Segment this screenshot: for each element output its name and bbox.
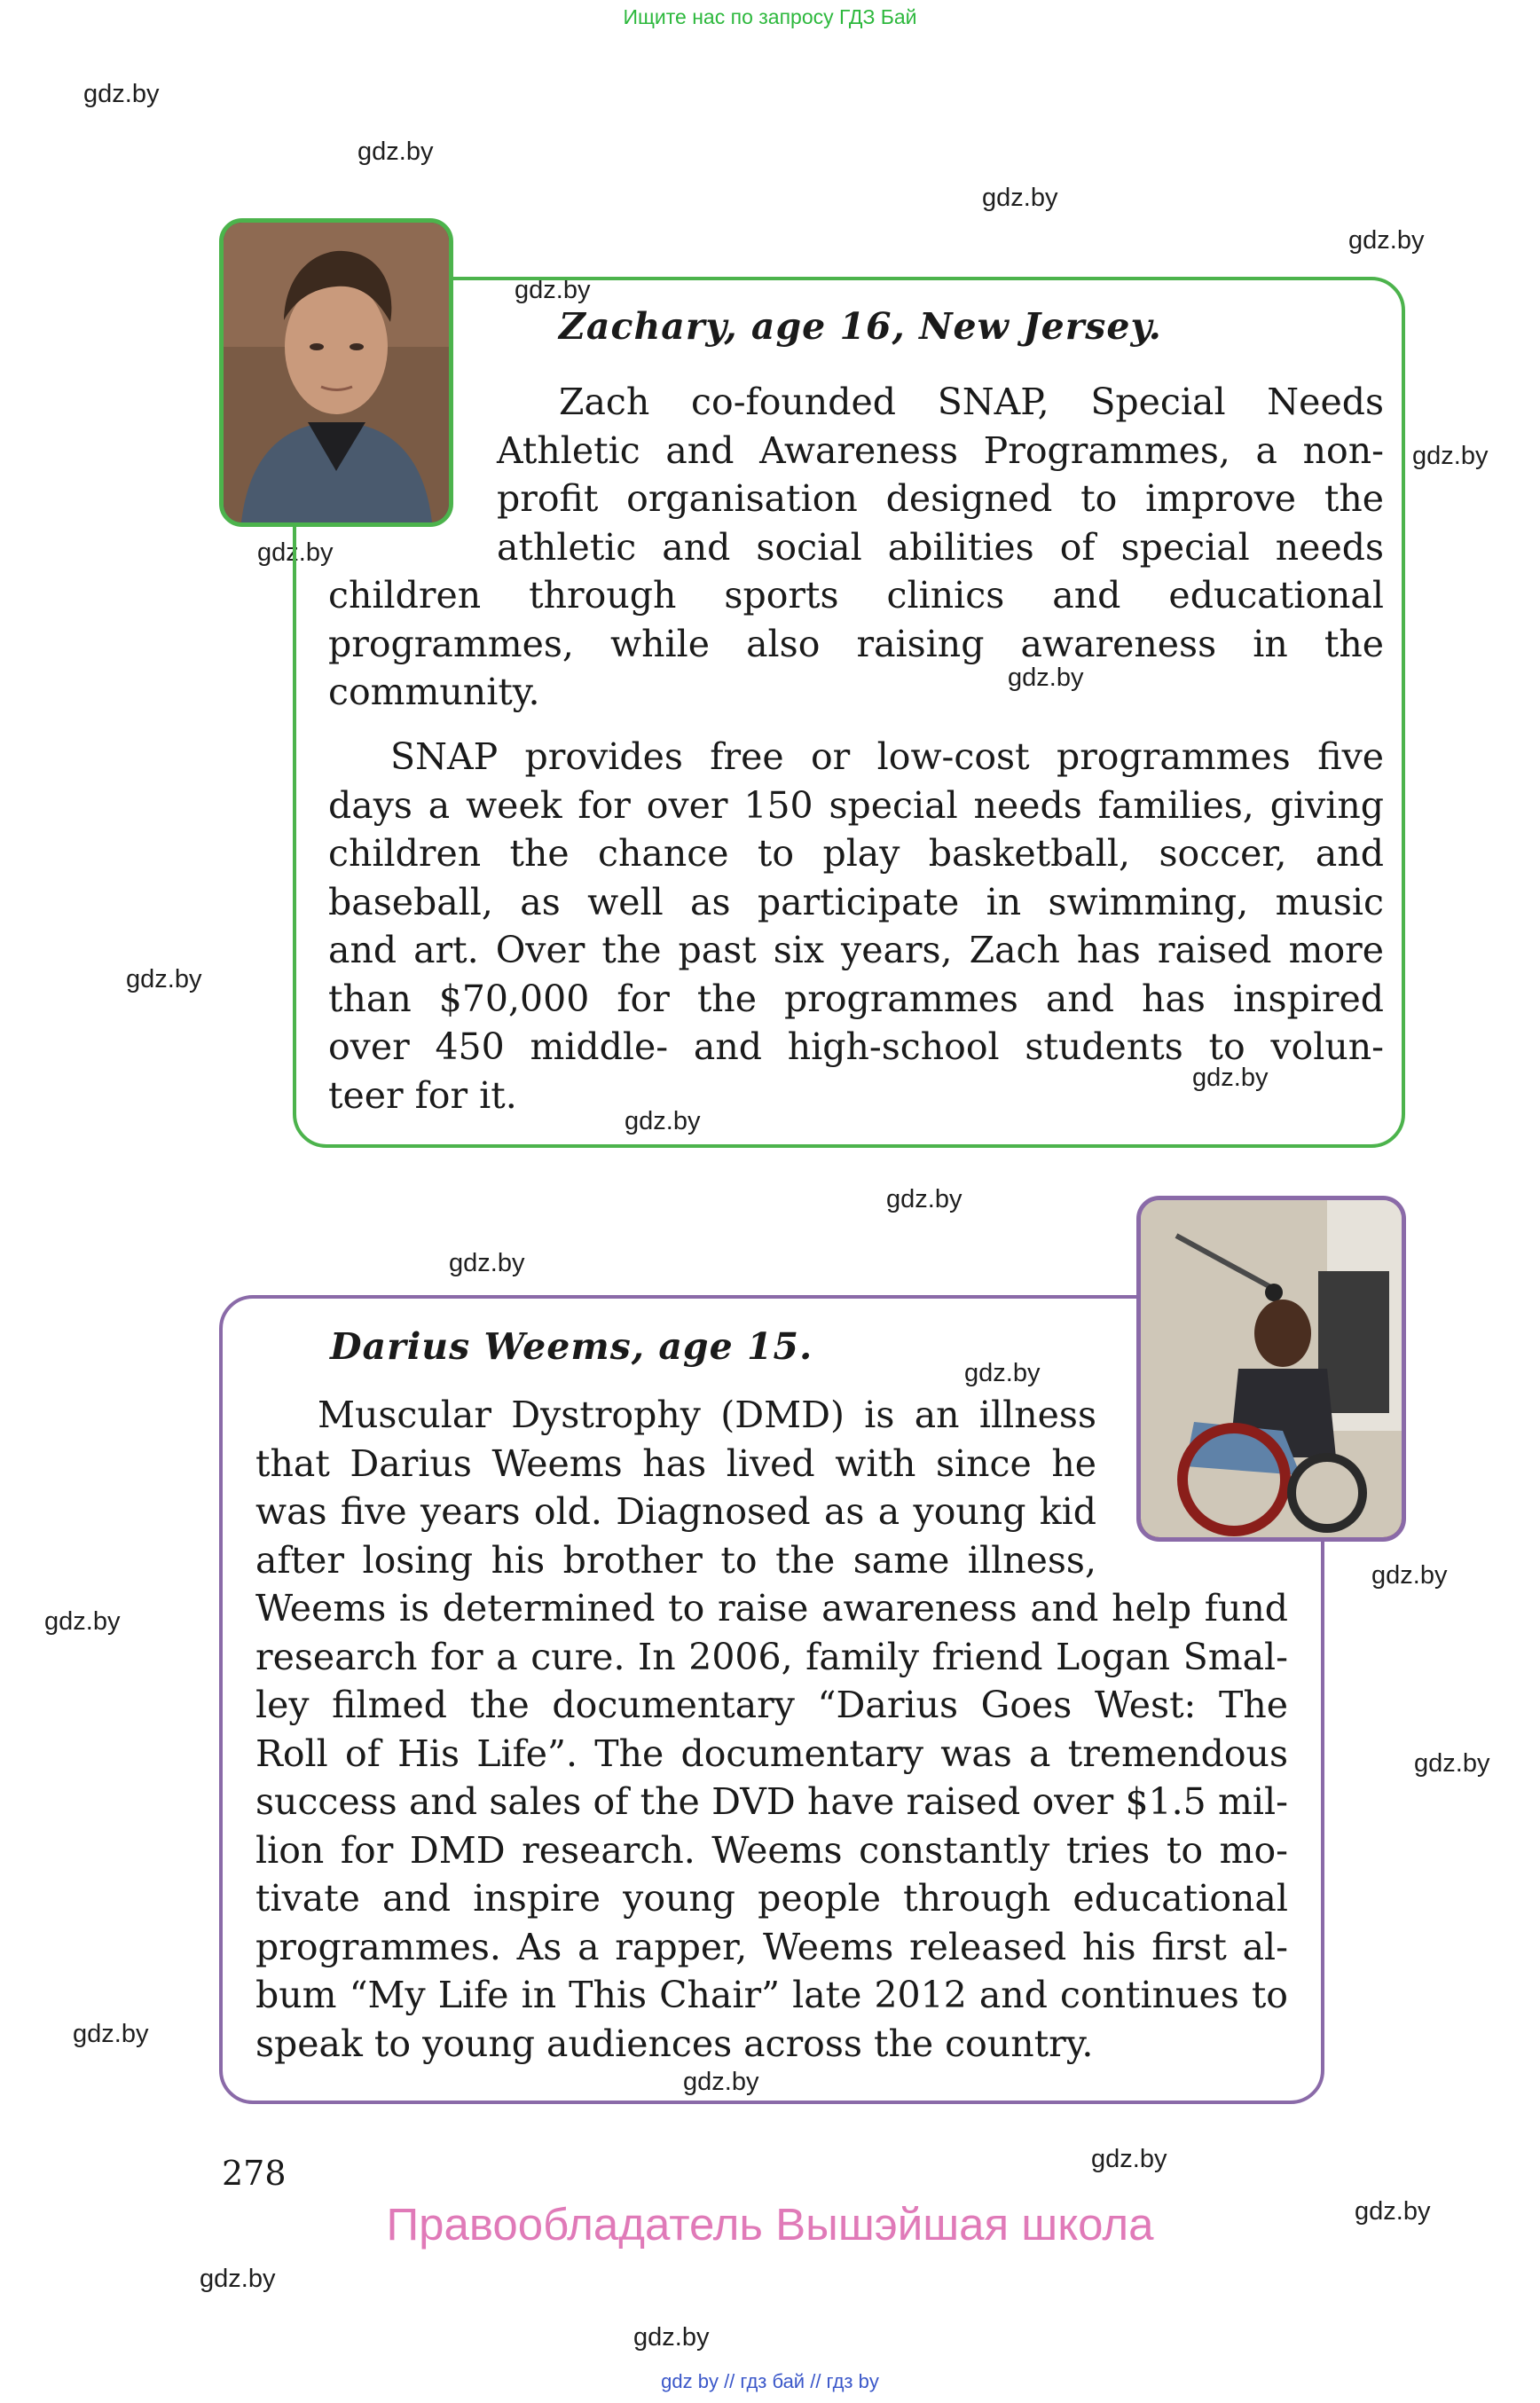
watermark: gdz.by [83, 80, 160, 108]
watermark: gdz.by [515, 276, 591, 304]
text-line: community. [328, 671, 540, 713]
card2-paragraph-a [255, 1391, 1096, 1584]
text-line: Zach co-founded SNAP, Special Needs [559, 381, 1384, 423]
watermark: gdz.by [1371, 1561, 1448, 1590]
text-line: research for a cure. In 2006, family friend Logan Smal- [255, 1635, 1288, 1678]
photo-darius [1136, 1196, 1406, 1542]
watermark: gdz.by [625, 1107, 701, 1135]
text-line: Muscular Dystrophy (DMD) is an illness [318, 1394, 1096, 1436]
watermark: gdz.by [44, 1607, 121, 1636]
card1-paragraph-1b [328, 571, 1384, 717]
text-line: was five years old. Diagnosed as a young kid [255, 1490, 1096, 1533]
watermark: gdz.by [126, 965, 202, 993]
text-line: lion for DMD research. Weems constantly tries to mo- [255, 1828, 1288, 1872]
top-banner-note: Ищите нас по запросу ГДЗ Бай [623, 5, 917, 28]
text-line: children the chance to play basketball, soccer, and [328, 832, 1384, 875]
text-line: speak to young audiences across the country. [255, 2022, 1094, 2065]
copyright-notice: Правообладатель Вышэйшая школа [386, 2199, 1154, 2250]
watermark: gdz.by [358, 137, 434, 166]
footer-links[interactable]: gdz by // гдз бай // гдз by [661, 2370, 879, 2392]
text-line: bum “My Life in This Chair” late 2012 and continues to [255, 1974, 1288, 2016]
text-line: and art. Over the past six years, Zach has raised more [328, 929, 1384, 971]
text-line: programmes, while also raising awareness in the [328, 622, 1384, 665]
text-line: Roll of His Life”. The documentary was a tremendous [255, 1732, 1288, 1775]
text-line: ley filmed the documentary “Darius Goes West: The [255, 1684, 1288, 1726]
watermark: gdz.by [886, 1185, 962, 1213]
text-line: after losing his brother to the same illness, [255, 1538, 1096, 1582]
text-line: teer for it. [328, 1073, 517, 1117]
watermark: gdz.by [964, 1359, 1041, 1387]
text-line: SNAP provides free or low-cost programmes five [390, 735, 1384, 778]
text-line: programmes. As a rapper, Weems released his first al- [255, 1925, 1288, 1968]
watermark: gdz.by [633, 2323, 710, 2352]
portrait-photo-zachary [219, 218, 453, 527]
watermark: gdz.by [73, 2020, 149, 2048]
watermark: gdz.by [1008, 664, 1084, 692]
text-line: success and sales of the DVD have raised over $1.5 mil- [255, 1780, 1288, 1823]
card2-title: Darius Weems, age 15. [330, 1325, 813, 1368]
watermark: gdz.by [1192, 1064, 1269, 1092]
watermark: gdz.by [1414, 1749, 1490, 1778]
watermark: gdz.by [1412, 442, 1489, 470]
text-line: tivate and inspire young people through educational [255, 1877, 1288, 1920]
text-line: that Darius Weems has lived with since he [255, 1441, 1096, 1485]
watermark: gdz.by [1091, 2145, 1167, 2173]
card1-paragraph-2 [328, 733, 1384, 1119]
watermark: gdz.by [1348, 226, 1425, 255]
card1-paragraph-1a [497, 378, 1384, 571]
text-line: athletic and social abilities of special needs [497, 525, 1384, 569]
text-line: Weems is determined to raise awareness and help fund [255, 1587, 1288, 1629]
card1-title: Zachary, age 16, New Jersey. [559, 305, 1162, 348]
card2-paragraph-b [255, 1584, 1288, 2068]
wheelchair-illustration [1141, 1200, 1402, 1537]
text-line: children through sports clinics and educational [328, 574, 1384, 616]
page-number: 278 [222, 2154, 287, 2193]
watermark: gdz.by [683, 2068, 759, 2096]
text-line: than $70,000 for the programmes and has inspired [328, 977, 1384, 1020]
text-line: profit organisation designed to improve the [497, 477, 1384, 520]
watermark: gdz.by [257, 538, 334, 567]
text-line: over 450 middle- and high-school students to volun- [328, 1025, 1384, 1068]
text-line: baseball, as well as participate in swimming, music [328, 880, 1384, 923]
portrait-illustration [224, 223, 449, 522]
watermark: gdz.by [1355, 2197, 1431, 2226]
text-line: days a week for over 150 special needs families, giving [328, 783, 1384, 827]
watermark: gdz.by [449, 1249, 525, 1277]
watermark: gdz.by [200, 2265, 276, 2293]
watermark: gdz.by [982, 184, 1058, 212]
text-line: Athletic and Awareness Programmes, a non- [497, 428, 1384, 472]
